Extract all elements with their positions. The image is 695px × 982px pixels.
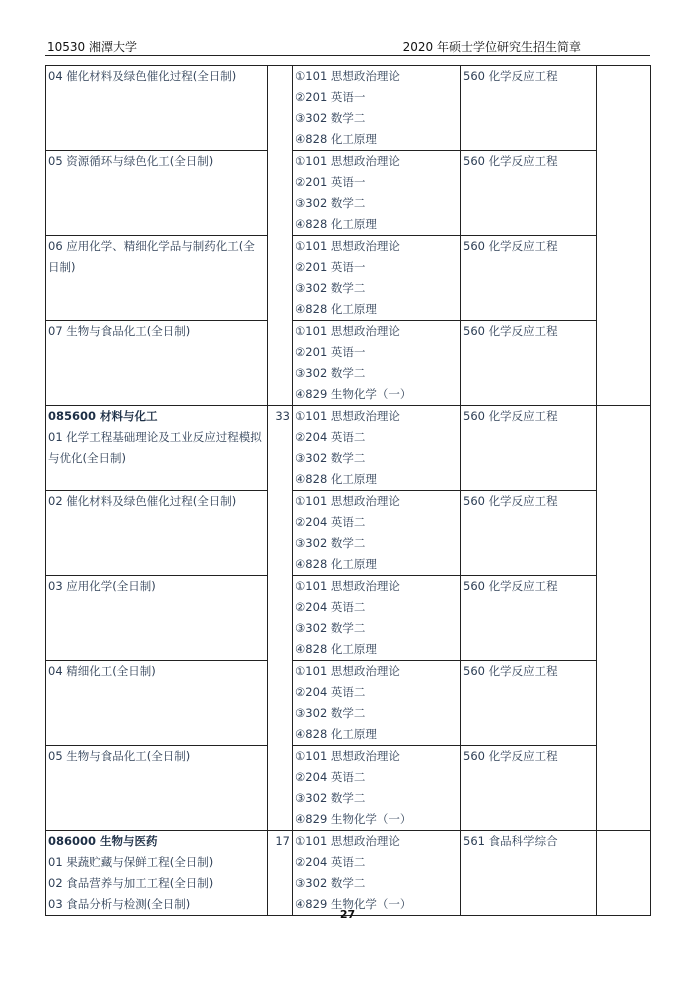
remarks-cell xyxy=(597,831,651,916)
direction-cell xyxy=(46,406,268,491)
exam-subject: ②204 英语二 xyxy=(295,855,366,869)
exam-subject: ①101 思想政治理论 xyxy=(295,239,400,253)
exam-subject: ③302 数学二 xyxy=(295,536,366,550)
enrollment-count-cell: 17 xyxy=(268,831,293,916)
direction-cell xyxy=(46,491,268,576)
exam-subject: ①101 思想政治理论 xyxy=(295,579,400,593)
exam-subject: ④828 化工原理 xyxy=(295,217,377,231)
exam-subject: ③302 数学二 xyxy=(295,111,366,125)
exam-subject: ③302 数学二 xyxy=(295,281,366,295)
table-row xyxy=(46,491,651,576)
direction-text: 05 资源循环与绿色化工(全日制) xyxy=(48,154,214,168)
exam-subject: ③302 数学二 xyxy=(295,366,366,380)
exam-subject: ④829 生物化学（一） xyxy=(295,897,412,911)
exam-subject: ②201 英语一 xyxy=(295,260,366,274)
direction-text: 02 食品营养与加工工程(全日制) xyxy=(48,876,214,890)
retest-subject-cell: 560 化学反应工程 xyxy=(461,746,597,831)
retest-subject-cell: 560 化学反应工程 xyxy=(461,661,597,746)
direction-cell xyxy=(46,576,268,661)
header-university: 10530 湘潭大学 xyxy=(47,40,137,54)
direction-cell xyxy=(46,321,268,406)
direction-cell xyxy=(46,661,268,746)
direction-cell xyxy=(46,66,268,151)
exam-subject: ②201 英语一 xyxy=(295,345,366,359)
retest-subject-cell: 560 化学反应工程 xyxy=(461,151,597,236)
remarks-cell xyxy=(597,66,651,406)
exam-subject: ④829 生物化学（一） xyxy=(295,812,412,826)
table-row xyxy=(46,831,651,916)
direction-text: 01 果蔬贮藏与保鲜工程(全日制) xyxy=(48,855,214,869)
exam-subject: ①101 思想政治理论 xyxy=(295,324,400,338)
table-row xyxy=(46,321,651,406)
exam-subject: ③302 数学二 xyxy=(295,706,366,720)
exam-subject: ②204 英语二 xyxy=(295,515,366,529)
exam-subjects-cell xyxy=(293,576,461,661)
enrollment-count-cell xyxy=(268,66,293,406)
exam-subject: ①101 思想政治理论 xyxy=(295,494,400,508)
exam-subject: ④828 化工原理 xyxy=(295,472,377,486)
table-row xyxy=(46,406,651,491)
exam-subject: ④828 化工原理 xyxy=(295,642,377,656)
exam-subject: ②204 英语二 xyxy=(295,600,366,614)
direction-text: 06 应用化学、精细化学品与制药化工(全日制) xyxy=(48,239,255,274)
retest-subject-cell: 560 化学反应工程 xyxy=(461,406,597,491)
exam-subject: ③302 数学二 xyxy=(295,196,366,210)
direction-text: 07 生物与食品化工(全日制) xyxy=(48,324,191,338)
retest-subject-cell: 560 化学反应工程 xyxy=(461,576,597,661)
exam-subject: ④828 化工原理 xyxy=(295,557,377,571)
exam-subjects-cell xyxy=(293,491,461,576)
exam-subject: ①101 思想政治理论 xyxy=(295,69,400,83)
exam-subject: ②204 英语二 xyxy=(295,685,366,699)
exam-subject: ②201 英语一 xyxy=(295,175,366,189)
exam-subjects-cell xyxy=(293,746,461,831)
table-row xyxy=(46,661,651,746)
retest-subject-cell: 561 食品科学综合 xyxy=(461,831,597,916)
exam-subjects-cell xyxy=(293,151,461,236)
exam-subject: ③302 数学二 xyxy=(295,791,366,805)
exam-subject: ③302 数学二 xyxy=(295,876,366,890)
exam-subject: ④829 生物化学（一） xyxy=(295,387,412,401)
remarks-cell xyxy=(597,406,651,831)
retest-subject-cell: 560 化学反应工程 xyxy=(461,236,597,321)
retest-subject-cell: 560 化学反应工程 xyxy=(461,321,597,406)
table-row xyxy=(46,66,651,151)
exam-subject: ④828 化工原理 xyxy=(295,727,377,741)
exam-subjects-cell xyxy=(293,321,461,406)
exam-subject: ①101 思想政治理论 xyxy=(295,154,400,168)
exam-subject: ①101 思想政治理论 xyxy=(295,834,400,848)
direction-cell xyxy=(46,746,268,831)
direction-cell xyxy=(46,236,268,321)
exam-subject: ④828 化工原理 xyxy=(295,302,377,316)
table-row xyxy=(46,151,651,236)
direction-cell xyxy=(46,831,268,916)
exam-subjects-cell xyxy=(293,661,461,746)
direction-text: 05 生物与食品化工(全日制) xyxy=(48,749,191,763)
exam-subjects-cell xyxy=(293,236,461,321)
retest-subject-cell: 560 化学反应工程 xyxy=(461,66,597,151)
direction-text: 04 催化材料及绿色催化过程(全日制) xyxy=(48,69,237,83)
enrollment-count-cell: 33 xyxy=(268,406,293,831)
exam-subjects-cell xyxy=(293,406,461,491)
exam-subject: ③302 数学二 xyxy=(295,621,366,635)
direction-text: 01 化学工程基础理论及工业反应过程模拟与优化(全日制) xyxy=(48,430,262,465)
retest-subject-cell: 560 化学反应工程 xyxy=(461,491,597,576)
program-title: 086000 生物与医药 xyxy=(48,834,158,848)
header-title: 2020 年硕士学位研究生招生简章 xyxy=(402,40,581,54)
table-row xyxy=(46,236,651,321)
direction-text: 03 应用化学(全日制) xyxy=(48,579,156,593)
exam-subject: ②204 英语二 xyxy=(295,430,366,444)
page-number: 27 xyxy=(339,908,356,921)
exam-subject: ②204 英语二 xyxy=(295,770,366,784)
exam-subjects-cell xyxy=(293,66,461,151)
program-title: 085600 材料与化工 xyxy=(48,409,158,423)
program-table xyxy=(45,65,651,916)
exam-subject: ④828 化工原理 xyxy=(295,132,377,146)
direction-text: 04 精细化工(全日制) xyxy=(48,664,156,678)
exam-subject: ③302 数学二 xyxy=(295,451,366,465)
exam-subject: ①101 思想政治理论 xyxy=(295,749,400,763)
direction-cell xyxy=(46,151,268,236)
exam-subject: ①101 思想政治理论 xyxy=(295,409,400,423)
header-divider xyxy=(45,55,650,56)
table-row xyxy=(46,576,651,661)
exam-subject: ①101 思想政治理论 xyxy=(295,664,400,678)
exam-subject: ②201 英语一 xyxy=(295,90,366,104)
exam-subjects-cell xyxy=(293,831,461,916)
table-row xyxy=(46,746,651,831)
direction-text: 03 食品分析与检测(全日制) xyxy=(48,897,191,911)
direction-text: 02 催化材料及绿色催化过程(全日制) xyxy=(48,494,237,508)
